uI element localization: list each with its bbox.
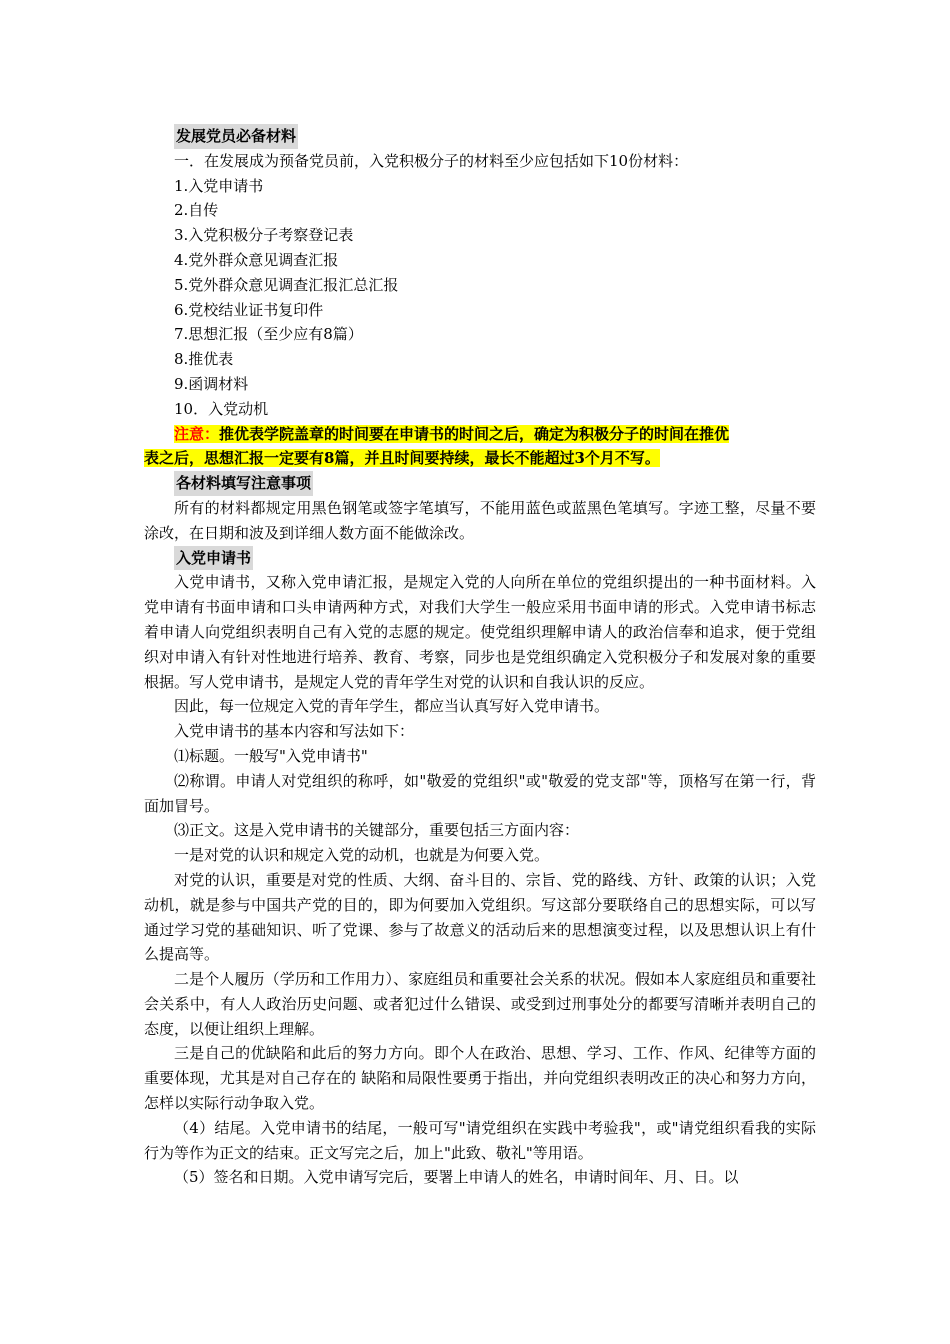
note-line-2 (144, 446, 816, 471)
section-heading-fill (144, 471, 816, 496)
note-line-1 (144, 422, 816, 447)
list-item: 2.自传 (174, 201, 219, 220)
note-text-1: 推优表学院盖章的时间要在申请书的时间之后，确定为积极分子的时间在推优 (219, 424, 730, 443)
sub-item-ending: （4）结尾。入党申请书的结尾，一般可写"请党组织在实践中考验我"，或"请党组织看我的实际行为等作为正文的结束。正文写完之后，加上"此致、敬礼"等用语。 (144, 1118, 816, 1162)
paragraph-application-content: 入党申请书的基本内容和写法如下： (174, 722, 415, 741)
list-item: 4.党外群众意见调查汇报 (174, 250, 339, 269)
paragraph-application-therefore: 因此，每一位规定入党的青年学生，都应当认真写好入党申请书。 (174, 697, 610, 716)
list-item: 6.党校结业证书复印件 (174, 300, 324, 319)
materials-list (144, 174, 816, 422)
sub-item-body-c: 三是自己的优缺陷和此后的努力方向。即个人在政治、思想、学习、工作、作风、纪律等方面的重要体现，尤其是对自己存在的 缺陷和局限性要勇于指出，并向党组织表明改正的决心和努力方向，怎样以实际行动争取入党。 (144, 1044, 816, 1113)
intro-line: 一．在发展成为预备党员前，入党积极分子的材料至少应包括如下10份材料： (174, 151, 689, 170)
section-heading-materials (144, 124, 816, 149)
sub-item-signature: （5）签名和日期。入党申请写完后，要署上申请人的姓名，申请时间年、月、日。以 (174, 1168, 739, 1187)
heading-text: 入党申请书 (174, 546, 253, 571)
paragraph-application-intro: 入党申请书，又称入党申请汇报，是规定入党的人向所在单位的党组织提出的一种书面材料。入党申请有书面申请和口头申请两种方式，对我们大学生一般应采用书面申请的形式。入党申请书标志着申请人向党组织表明自己有入党的志愿的规定。使党组织理解申请人的政治信奉和追求，便于党组织对申请入有针对性地进行培养、教育、考察，同步也是党组织确定入党积极分子和发展对象的重要根据。写人党申请书，是规定人党的青年学生对党的认识和自我认识的反应。 (144, 573, 816, 691)
heading-text: 各材料填写注意事项 (174, 471, 313, 496)
sub-item-salutation: ⑵称谓。申请人对党组织的称呼，如"敬爱的党组织"或"敬爱的党支部"等，顶格写在第一行，背面加冒号。 (144, 771, 816, 815)
sub-item-body: ⑶正文。这是入党申请书的关键部分，重要包括三方面内容： (174, 821, 580, 840)
section-heading-application (144, 546, 816, 571)
sub-item-body-a: 一是对党的认识和规定入党的动机，也就是为何要入党。 (174, 846, 550, 865)
note-label: 注意： (174, 424, 220, 443)
heading-text: 发展党员必备材料 (174, 124, 298, 149)
sub-item-body-b: 二是个人履历（学历和工作用力）、家庭组员和重要社会关系的状况。假如本人家庭组员和重要社会关系中，有人人政治历史问题、或者犯过什么错误、或受到过刑事处分的都要写清晰并表明自己的态度，以便让组织上理解。 (144, 970, 816, 1038)
list-item: 7.思想汇报（至少应有8篇） (174, 325, 363, 344)
list-item: 5.党外群众意见调查汇报汇总汇报 (174, 275, 399, 294)
list-item: 3.入党积极分子考察登记表 (174, 226, 354, 245)
document-page (144, 124, 816, 1190)
list-item: 9.函调材料 (174, 374, 249, 393)
note-text-2: 表之后，思想汇报一定要有8篇，并且时间要持续，最长不能超过3个月不写。 (144, 449, 660, 468)
list-item: 8.推优表 (174, 350, 234, 369)
list-item: 10．入党动机 (174, 399, 269, 418)
sub-item-title: ⑴标题。一般写"入党申请书" (174, 746, 368, 765)
list-item: 1.入党申请书 (174, 176, 264, 195)
paragraph-fill-rules: 所有的材料都规定用黑色钢笔或签字笔填写，不能用蓝色或蓝黑色笔填写。字迹工整，尽量不要涂改，在日期和波及到详细人数方面不能做涂改。 (144, 498, 816, 542)
sub-item-body-a-detail: 对党的认识，重要是对党的性质、大纲、奋斗目的、宗旨、党的路线、方针、政策的认识；入党动机，就是参与中国共产党的目的，即为何要加入党组织。写这部分要联络自己的思想实际，可以写通过学习党的基础知识、听了党课、参与了故意义的活动后来的思想演变过程，以及思想认识上有什么提高等。 (144, 870, 816, 964)
